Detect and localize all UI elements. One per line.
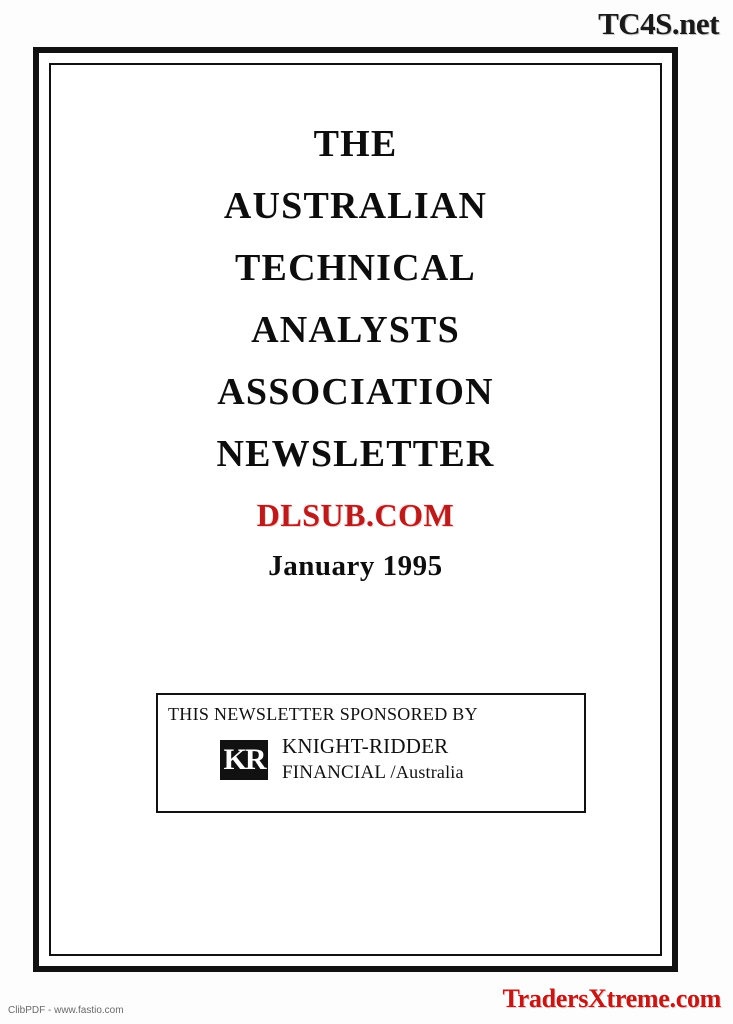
cover-content — [51, 65, 660, 954]
sponsor-heading: THIS NEWSLETTER SPONSORED BY — [168, 704, 478, 724]
title-line-6: NEWSLETTER — [216, 433, 495, 475]
sponsor-name-line-2 — [282, 759, 464, 786]
sponsor-box — [156, 693, 586, 813]
cover-title-block — [51, 113, 660, 583]
sponsor-name-line-2-suffix: Australia — [395, 762, 464, 782]
title-line-1: THE — [313, 123, 398, 165]
sponsor-name-line-2-main: FINANCIAL / — [282, 762, 396, 783]
sponsor-name — [268, 733, 464, 786]
title-line-3: TECHNICAL — [235, 247, 476, 289]
sponsor-name-line-1: KNIGHT-RIDDER — [282, 734, 449, 758]
title-line-2: AUSTRALIAN — [223, 185, 488, 227]
issue-date: January 1995 — [268, 550, 443, 582]
sponsor-body — [158, 725, 584, 786]
watermark-bottom-right: TradersXtreme.com — [502, 984, 721, 1013]
page-border-outer — [33, 47, 678, 972]
pdf-tool-footer: ClibPDF - www.fastio.com — [8, 1005, 124, 1016]
title-line-4: ANALYSTS — [251, 309, 460, 351]
title-line-5: ASSOCIATION — [217, 371, 494, 413]
page-border-inner — [49, 63, 662, 956]
dlsub-stamp-watermark: DLSUB.COM — [256, 497, 455, 533]
knight-ridder-logo-icon: KR — [220, 740, 268, 780]
watermark-top-right: TC4S.net — [598, 6, 719, 41]
